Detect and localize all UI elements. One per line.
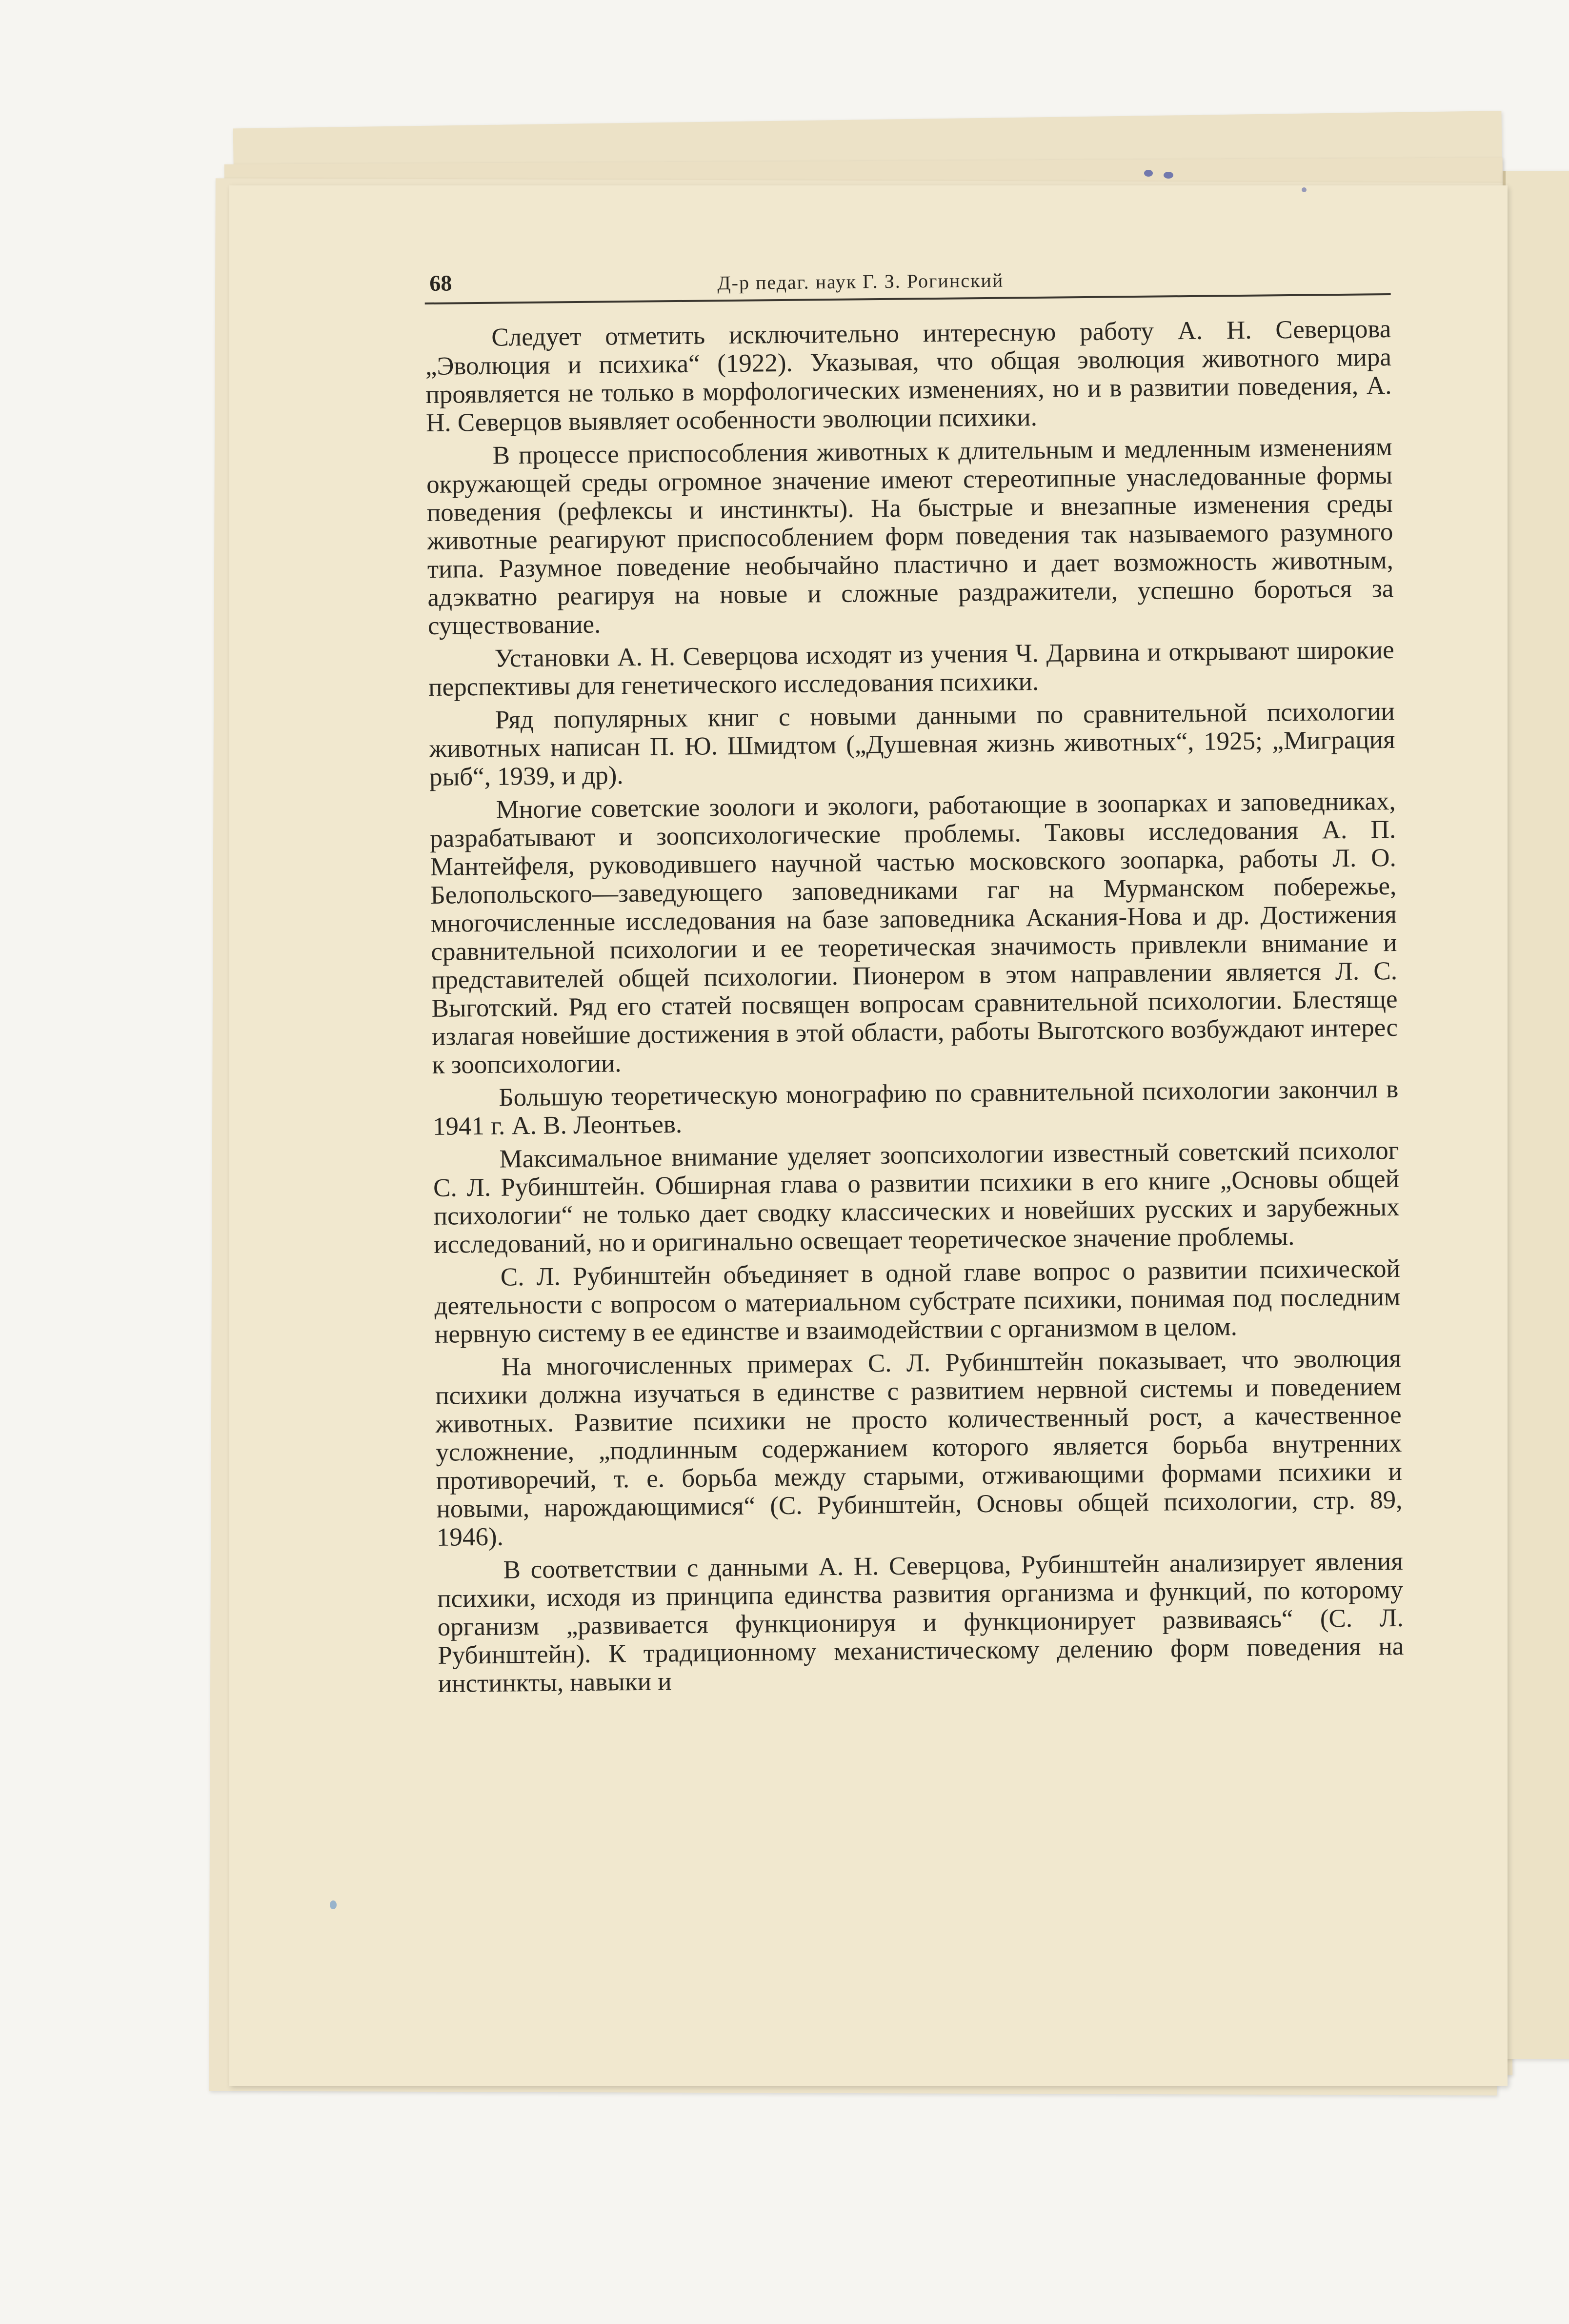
ink-stamp-mark [1144, 170, 1153, 177]
facing-page-edge [1503, 171, 1569, 2059]
paragraph: В процессе приспособления животных к длительным и медленным изменениям окружающей среды огромное значение имеют стереотипные унаследованные формы поведения (рефлексы и инстинкты). На быстрые и внезапные изменения среды животные реагируют приспособлением форм поведения так называемого разумного типа. Разумное поведение необычайно пластично и дает возможность животным, адэкватно реагируя на новые и сложные раздражители, успешно бороться за существование. [426, 432, 1394, 640]
page-number: 68 [429, 270, 452, 296]
paragraph: С. Л. Рубинштейн объединяет в одной главе вопрос о развитии психической деятельности с вопросом о материальном субстрате психики, понимая под последним нервную систему в ее единстве и взаимодействии с организмом в целом. [434, 1254, 1401, 1349]
ink-speck [1302, 187, 1307, 192]
paragraph: Установки А. Н. Северцова исходят из учения Ч. Дарвина и открывают широкие перспективы для генетического исследования психики. [428, 635, 1394, 702]
printed-text-block [424, 258, 1404, 1703]
paragraph: Большую теоретическую монографию по сравнительной психологии закончил в 1941 г. А. В. Леонтьев. [432, 1074, 1399, 1141]
page-body [425, 315, 1404, 1698]
paragraph: Максимальное внимание уделяет зоопсихологии известный советский психолог С. Л. Рубинштейн. Обширная глава о развитии психики в его книге „Основы общей психологии“ не только дает сводку классических и новейших русских и зарубежных исследований, но и оригинально освещает теоретическое значение проблемы. [433, 1136, 1400, 1259]
running-head: Д-р педаг. наук Г. З. Рогинский [717, 269, 1004, 294]
paragraph: В соответствии с данными А. Н. Северцова, Рубинштейн анализирует явления психики, исходя из принципа единства развития организма и функций, по которому организм „развивается функционируя и функционирует развиваясь“ (С. Л. Рубинштейн). К традиционному механистическому делению форм поведения на инстинкты, навыки и [437, 1547, 1404, 1698]
paragraph: Ряд популярных книг с новыми данными по сравнительной психологии животных написан П. Ю. Шмидтом („Душевная жизнь животных“, 1925; „Миграция рыб“, 1939, и др). [429, 697, 1395, 791]
paragraph: Многие советские зоологи и экологи, работающие в зоопарках и заповедниках, разрабатывают и зоопсихологические проблемы. Таковы исследования А. П. Мантейфеля, руководившего научной частью московского зоопарка, работы Л. О. Белопольского—заведующего заповедниками гаг на Мурманском побережье, многочисленные исследования на базе заповедника Аскания-Нова и др. Достижения сравнительной психологии и ее теоретическая значимость привлекли внимание и представителей общей психологии. Пионером в этом направлении является Л. С. Выготский. Ряд его статей посвящен вопросам сравнительной психологии. Блестяще излагая новейшие достижения в этой области, работы Выготского возбуждают интерес к зоопсихологии. [429, 787, 1398, 1079]
ink-stamp-mark [1164, 172, 1173, 179]
paragraph: На многочисленных примерах С. Л. Рубинштейн показывает, что эволюция психики должна изучаться в единстве с развитием нервной системы и поведением животных. Развитие психики не просто количественный рост, а качественное усложнение, „подлинным содержанием которого является борьба внутренних противоречий, т. е. борьба между старыми, отживающими формами психики и новыми, нарождающимися“ (С. Рубинштейн, Основы общей психологии, стр. 89, 1946). [435, 1344, 1403, 1552]
ink-speck [330, 1900, 337, 1909]
paragraph: Следует отметить исключительно интересную работу А. Н. Северцова „Эволюция и психика“ (1922). Указывая, что общая эволюция животного мира проявляется не только в морфологических изменениях, но и в развитии поведения, А. Н. Северцов выявляет особенности эволюции психики. [425, 314, 1392, 437]
